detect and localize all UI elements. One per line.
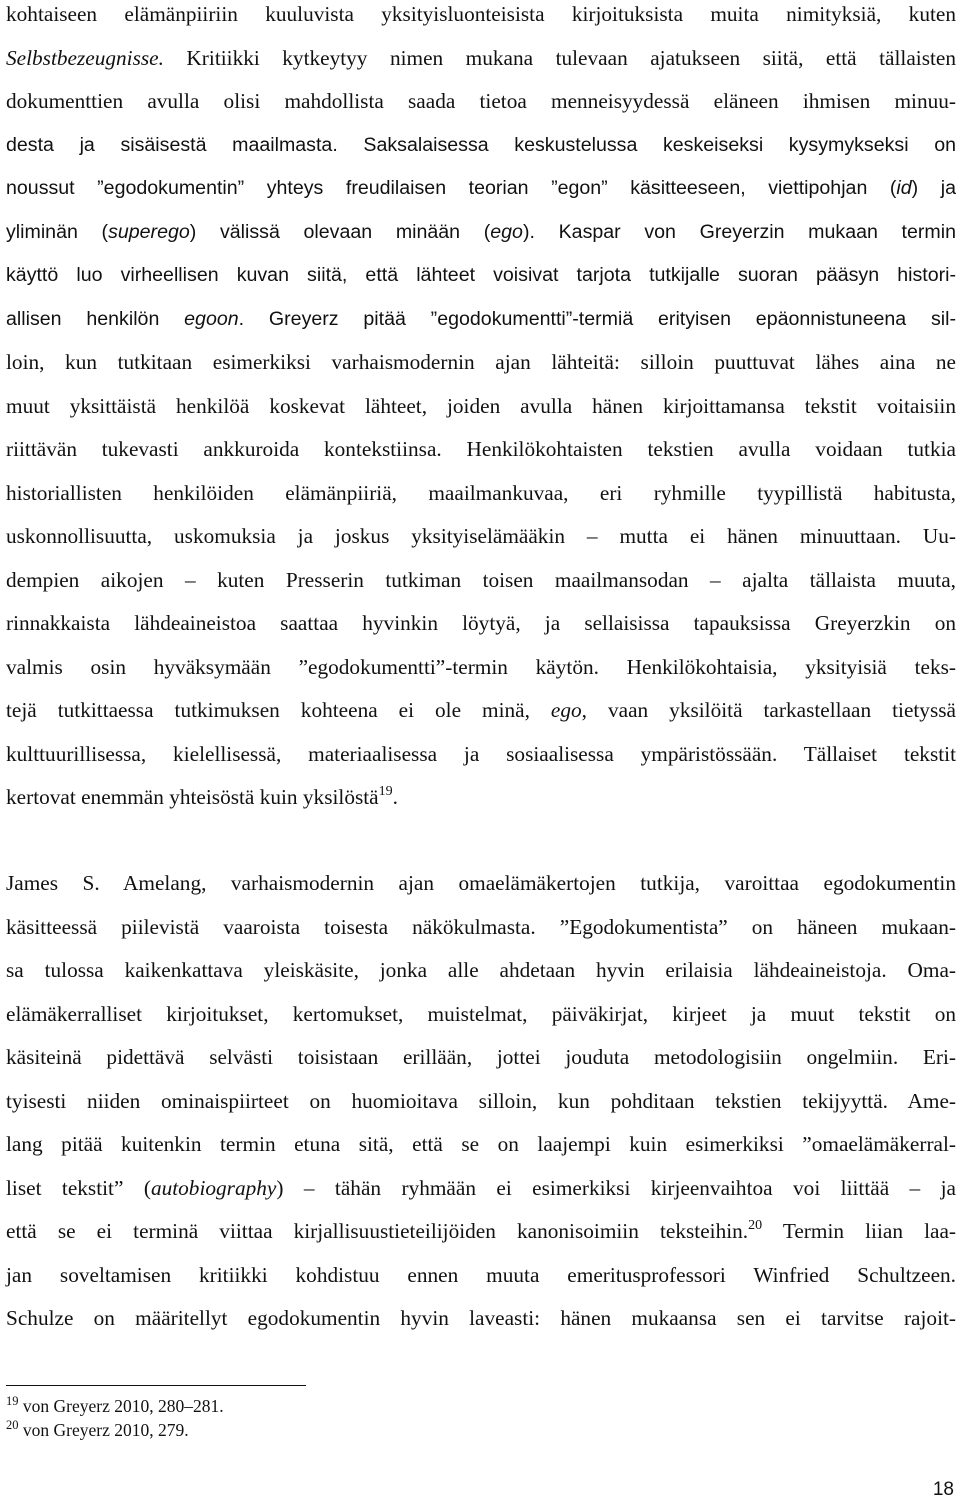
- text-segment: tejä tutkittaessa tutkimuksen kohteena ei ole minä,: [6, 698, 551, 722]
- footnote-reference: 19: [378, 784, 393, 799]
- text-segment: .: [392, 785, 398, 809]
- text-line: [6, 602, 956, 646]
- text-segment: sa tulossa kaikenkattava yleiskäsite, jonka alle ahdetaan hyvin erilaisia lähdeaineistoja. Oma-: [6, 958, 956, 982]
- text-segment: ) – tähän ryhmään ei esimerkiksi kirjeenvaihtoa voi liittää – ja: [276, 1175, 956, 1200]
- text-line: [6, 906, 956, 950]
- italic-term: id: [896, 177, 912, 199]
- italic-term: autobiography: [150, 1175, 277, 1200]
- text-segment: noussut ”egodokumentin” yhteys freudilaisen teorian ”egon” käsitteeseen, viettipohjan (: [6, 177, 897, 199]
- text-segment: tyisesti niiden ominaispiirteet on huomioitava silloin, kun pohditaan tekstien tekijyyttä. Ame-: [6, 1088, 956, 1113]
- footnote-number: 20: [6, 1418, 19, 1432]
- text-segment: ). Kaspar von Greyerzin mukaan termin: [522, 220, 956, 243]
- text-segment: ) välissä olevaan minään (: [189, 220, 491, 243]
- text-segment: käsiteinä pidettävä selvästi toisistaan erillään, jottei jouduta metodologisiin ongelmiin. Eri-: [6, 1045, 956, 1069]
- text-line: [6, 472, 956, 516]
- text-segment: ) ja: [911, 177, 956, 199]
- italic-term: superego: [108, 220, 190, 243]
- footnote-reference: 20: [748, 1218, 763, 1233]
- footnote-text: von Greyerz 2010, 280–281.: [22, 1396, 224, 1416]
- text-segment: yliminän (: [6, 220, 109, 243]
- italic-term: ego: [550, 698, 582, 722]
- text-line: [6, 993, 956, 1037]
- text-line: [6, 862, 956, 906]
- text-segment: uskonnollisuutta, uskomuksia ja joskus yksityiselämääkin – mutta ei hänen minuuttaan. Uu-: [6, 524, 956, 548]
- paragraph-1: [6, 0, 956, 820]
- text-line: [6, 37, 956, 81]
- text-segment: dempien aikojen – kuten Presserin tutkiman toisen maailmansodan – ajalta tällaista muuta,: [6, 567, 956, 592]
- text-line: [6, 733, 956, 777]
- footnote-19: [6, 1394, 224, 1418]
- text-line: [6, 515, 956, 559]
- text-segment: riittävän tukevasti ankkuroida kontekstiinsa. Henkilökohtaisten tekstien avulla voidaan tutkia: [6, 437, 956, 461]
- footnote-number: 19: [6, 1394, 19, 1408]
- text-line: [6, 949, 956, 993]
- text-line: [6, 254, 956, 298]
- text-line: [6, 341, 956, 385]
- text-segment: Termin liian laa-: [762, 1219, 956, 1243]
- text-line: [6, 1297, 956, 1341]
- text-line: [6, 559, 956, 603]
- text-line: [6, 1167, 956, 1211]
- text-segment: valmis osin hyväksymään ”egodokumentti”-termin käytön. Henkilökohtaisia, yksityisiä teks-: [6, 654, 956, 679]
- text-segment: Kritiikki kytkeytyy nimen mukana tulevaan ajatukseen siitä, että tällaisten: [163, 45, 956, 70]
- text-line: [6, 1254, 956, 1298]
- text-line: [6, 1036, 956, 1080]
- text-line: [6, 1210, 956, 1254]
- text-segment: käyttö luo virheellisen kuvan siitä, että lähteet voisivat tarjota tutkijalle suoran pääsyn histori-: [6, 264, 956, 286]
- text-segment: historiallisten henkilöiden elämänpiiriä, maailmankuvaa, eri ryhmille tyypillistä habitusta,: [6, 480, 956, 505]
- text-line: [6, 1080, 956, 1124]
- text-segment: James S. Amelang, varhaismodernin ajan omaelämäkertojen tutkija, varoittaa egodokumentin: [6, 871, 956, 895]
- italic-term: egoon: [184, 307, 239, 330]
- text-segment: kohtaiseen elämänpiiriin kuuluvista yksityisluonteisista kirjoituksista muita nimityksiä, kuten: [6, 2, 956, 26]
- text-segment: Schulze on määritellyt egodokumentin hyvin laveasti: hänen mukaansa sen ei tarvitse rajoit-: [6, 1306, 956, 1330]
- text-line: [6, 211, 956, 255]
- text-segment: kulttuurillisessa, kielellisessä, materiaalisessa ja sosiaalisessa ympäristössään. Tällaiset tekstit: [6, 741, 956, 766]
- footnote-20: [6, 1418, 224, 1442]
- text-segment: dokumenttien avulla olisi mahdollista saada tietoa menneisyydessä eläneen ihmisen minuu-: [6, 89, 956, 113]
- footnotes: [6, 1394, 224, 1442]
- text-line: [6, 167, 956, 211]
- text-segment: desta ja sisäisestä maailmasta. Saksalaisessa keskustelussa keskeiseksi kysymykseksi on: [6, 133, 956, 156]
- text-segment: lang pitää kuitenkin termin etuna sitä, että se on laajempi kuin esimerkiksi ”omaelämäkerral-: [6, 1132, 956, 1156]
- text-line: [6, 124, 956, 168]
- paragraph-2: [6, 862, 956, 1341]
- text-line: [6, 385, 956, 429]
- text-segment: jan soveltamisen kritiikki kohdistuu ennen muuta emeritusprofessori Winfried Schultzeen.: [6, 1262, 956, 1287]
- text-line: [6, 776, 956, 820]
- text-segment: . Greyerz pitää ”egodokumentti”-termiä erityisen epäonnistuneena sil-: [238, 307, 956, 330]
- text-line: [6, 80, 956, 124]
- text-segment: allisen henkilön: [6, 307, 185, 330]
- text-line: [6, 1123, 956, 1167]
- text-segment: , vaan yksilöitä tarkastellaan tietyssä: [581, 698, 956, 722]
- text-segment: liset tekstit” (: [6, 1175, 151, 1200]
- text-line: [6, 0, 956, 37]
- footnote-text: von Greyerz 2010, 279.: [22, 1420, 189, 1440]
- text-segment: loin, kun tutkitaan esimerkiksi varhaismodernin ajan lähteitä: silloin puuttuvat lähes aina ne: [6, 350, 956, 374]
- text-line: [6, 646, 956, 690]
- text-line: [6, 689, 956, 733]
- text-segment: elämäkerralliset kirjoitukset, kertomukset, muistelmat, päiväkirjat, kirjeet ja muut tekstit on: [6, 1001, 956, 1026]
- text-line: [6, 428, 956, 472]
- italic-term: ego: [490, 220, 523, 243]
- text-segment: käsitteessä piilevistä vaaroista toisesta näkökulmasta. ”Egodokumentista” on häneen mukaan-: [6, 914, 956, 939]
- text-segment: kertovat enemmän yhteisöstä kuin yksilöstä: [6, 785, 379, 809]
- text-segment: rinnakkaista lähdeaineistoa saattaa hyvinkin löytyä, ja sellaisissa tapauksissa Greyerzkin on: [6, 611, 956, 635]
- italic-term: Selbstbezeugnisse.: [6, 45, 164, 70]
- text-segment: muut yksittäistä henkilöä koskevat lähteet, joiden avulla hänen kirjoittamansa tekstit voitaisiin: [6, 393, 956, 418]
- text-segment: että se ei terminä viittaa kirjallisuustieteilijöiden kanonisoimiin teksteihin.: [6, 1219, 749, 1243]
- page-number: 18: [932, 1479, 954, 1500]
- footnote-separator: [6, 1385, 306, 1386]
- text-line: [6, 298, 956, 342]
